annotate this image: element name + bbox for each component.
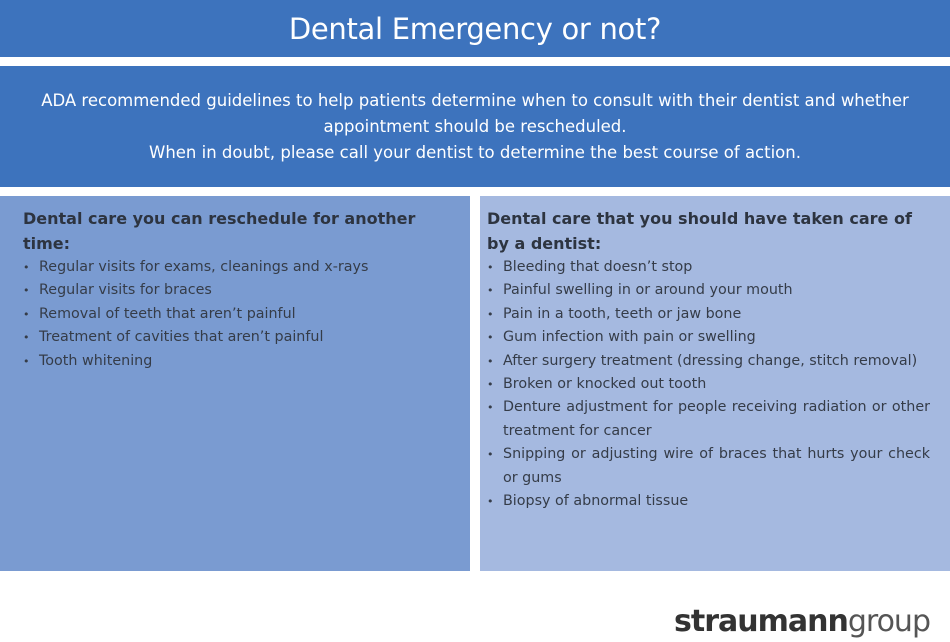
intro-doubt-text: When in doubt, please call your dentist to determine the best course of action. (149, 142, 801, 162)
list-item: • After surgery treatment (dressing change, stitch removal) (487, 350, 930, 373)
list-item: • Broken or knocked out tooth (487, 373, 930, 396)
list-item: • Regular visits for exams, cleanings and x-rays (23, 256, 450, 279)
list-item: • Denture adjustment for people receiving radiation or other treatment for cancer (487, 396, 930, 443)
title-bar (0, 0, 950, 57)
emergency-panel (480, 196, 950, 571)
reschedule-list (23, 256, 450, 373)
logo-part-group: group (847, 604, 930, 639)
list-item: • Bleeding that doesn’t stop (487, 256, 930, 279)
list-item: • Gum infection with pain or swelling (487, 326, 930, 349)
emergency-list (487, 256, 930, 513)
list-item: • Tooth whitening (23, 350, 450, 373)
straumann-group-logo (674, 604, 930, 640)
list-item: • Snipping or adjusting wire of braces that hurts your check or gums (487, 443, 930, 490)
intro-guidelines-text: ADA recommended guidelines to help patients determine when to consult with their dentist and whether appointment should be rescheduled. (41, 90, 909, 136)
intro-box (0, 66, 950, 187)
reschedule-heading: Dental care you can reschedule for another time: (23, 209, 416, 253)
list-item: • Treatment of cavities that aren’t painful (23, 326, 450, 349)
list-item: • Biopsy of abnormal tissue (487, 490, 930, 513)
page-title: Dental Emergency or not? (288, 11, 662, 46)
reschedule-panel (0, 196, 470, 571)
emergency-heading: Dental care that you should have taken care of by a dentist: (487, 209, 912, 253)
logo-part-straumann: straumann (674, 604, 848, 639)
list-item: • Pain in a tooth, teeth or jaw bone (487, 303, 930, 326)
list-item: • Painful swelling in or around your mouth (487, 279, 930, 302)
list-item: • Regular visits for braces (23, 279, 450, 302)
list-item: • Removal of teeth that aren’t painful (23, 303, 450, 326)
